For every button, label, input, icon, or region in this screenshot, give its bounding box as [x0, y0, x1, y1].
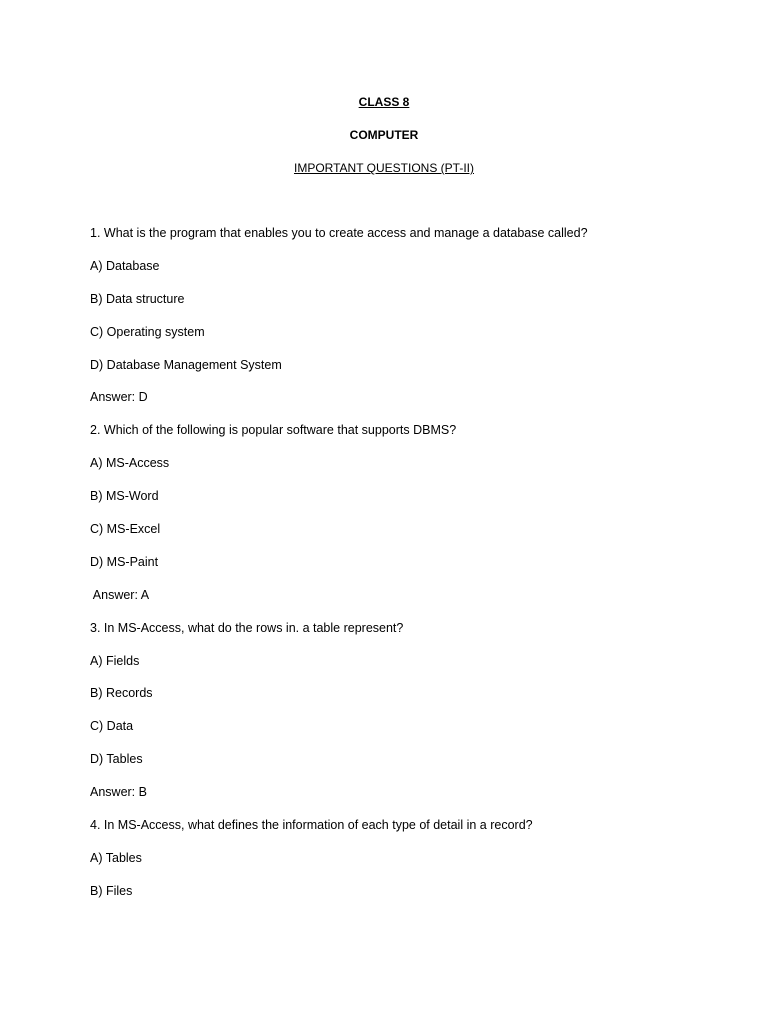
answer-line: Answer: D [90, 390, 148, 405]
option-line: A) Database [90, 258, 160, 273]
option-line: C) Data [90, 719, 134, 734]
answer-line: Answer: A [90, 587, 150, 602]
option-line: A) Tables [90, 850, 142, 865]
question-line: 4. In MS-Access, what defines the information of each type of detail in a record? [90, 818, 533, 833]
option-line: D) Database Management System [90, 357, 282, 372]
option-line: B) Records [90, 686, 153, 701]
question-line: 2. Which of the following is popular software that supports DBMS? [90, 423, 457, 438]
question-line: 3. In MS-Access, what do the rows in. a table represent? [90, 620, 404, 635]
subject-title: COMPUTER [349, 128, 419, 142]
option-line: D) Tables [90, 752, 143, 767]
option-line: A) Fields [90, 653, 140, 668]
option-line: D) MS-Paint [90, 554, 159, 569]
answer-line: Answer: B [90, 785, 147, 800]
question-line: 1. What is the program that enables you to create access and manage a database called? [90, 226, 588, 240]
option-line: C) MS-Excel [90, 522, 161, 537]
option-line: B) Files [90, 883, 133, 898]
option-line: B) MS-Word [90, 489, 159, 504]
question-list [90, 225, 690, 916]
option-line: A) MS-Access [90, 456, 170, 471]
class-label: CLASS 8 [358, 95, 410, 109]
option-line: C) Operating system [90, 324, 205, 339]
option-line: B) Data structure [90, 291, 185, 306]
page-heading: IMPORTANT QUESTIONS (PT-II) [293, 161, 474, 175]
